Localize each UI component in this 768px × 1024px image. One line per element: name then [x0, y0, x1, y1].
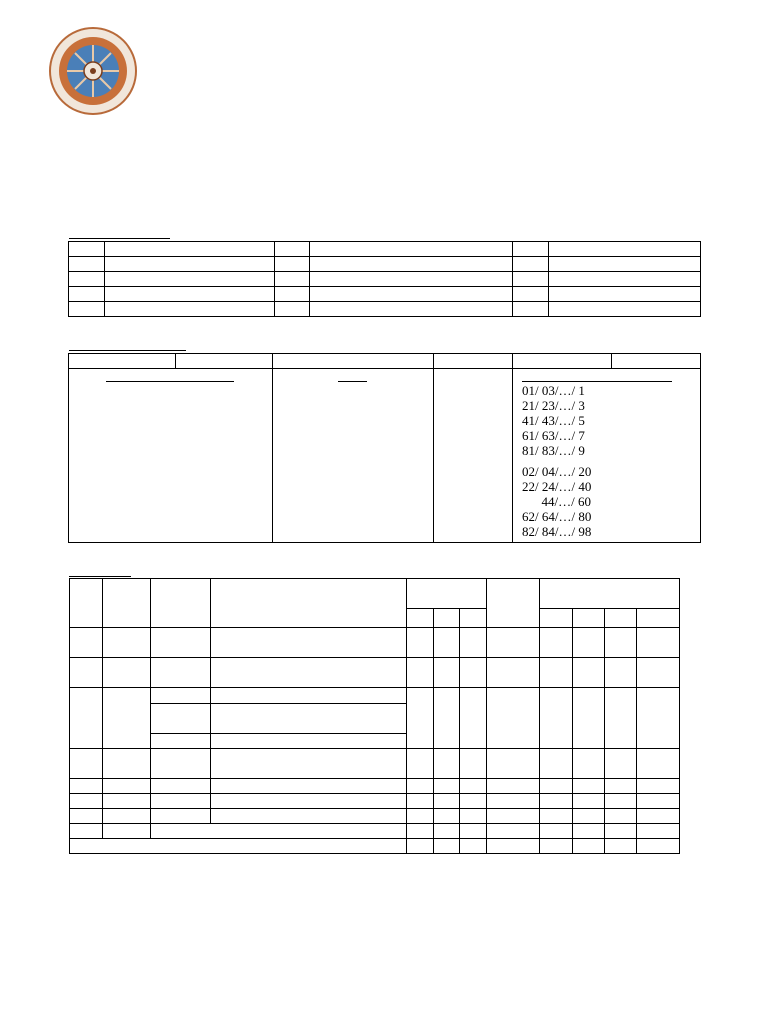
code-line: 81/ 83/…/ 9: [522, 443, 585, 458]
code-line: 02/ 04/…/ 20: [522, 464, 592, 479]
table-2-header-divider: [68, 368, 701, 369]
section-2-heading-underline: [69, 350, 186, 351]
table-2-col-divider: [272, 353, 273, 543]
university-seal-icon: [48, 26, 138, 116]
table-2-col-divider: [433, 353, 434, 543]
section-3-heading-underline: [69, 576, 131, 577]
table-3: [69, 578, 680, 854]
code-line: 82/ 84/…/ 98: [522, 524, 592, 539]
table-1-body: [69, 242, 701, 317]
code-line: 41/ 43/…/ 5: [522, 413, 585, 428]
code-line: 61/ 63/…/ 7: [522, 428, 585, 443]
table-3-body: [70, 579, 680, 854]
code-line: 01/ 03/…/ 1: [522, 383, 585, 398]
table-2-label-underline: [338, 381, 367, 382]
code-line: 21/ 23/…/ 3: [522, 398, 585, 413]
even-semester-codes: [522, 464, 591, 539]
code-line: 22/ 24/…/ 40: [522, 479, 592, 494]
table-2-label-underline: [106, 381, 234, 382]
code-line: 44/…/ 60: [522, 494, 591, 509]
table-2-header-divider: [611, 353, 612, 368]
table-2-label-underline: [522, 381, 672, 382]
table-1: [68, 241, 701, 317]
table-2-header-divider: [175, 353, 176, 368]
section-1-heading-underline: [69, 238, 170, 239]
odd-semester-codes: [522, 383, 585, 458]
code-line: 62/ 64/…/ 80: [522, 509, 592, 524]
table-2-col-divider: [512, 353, 513, 543]
